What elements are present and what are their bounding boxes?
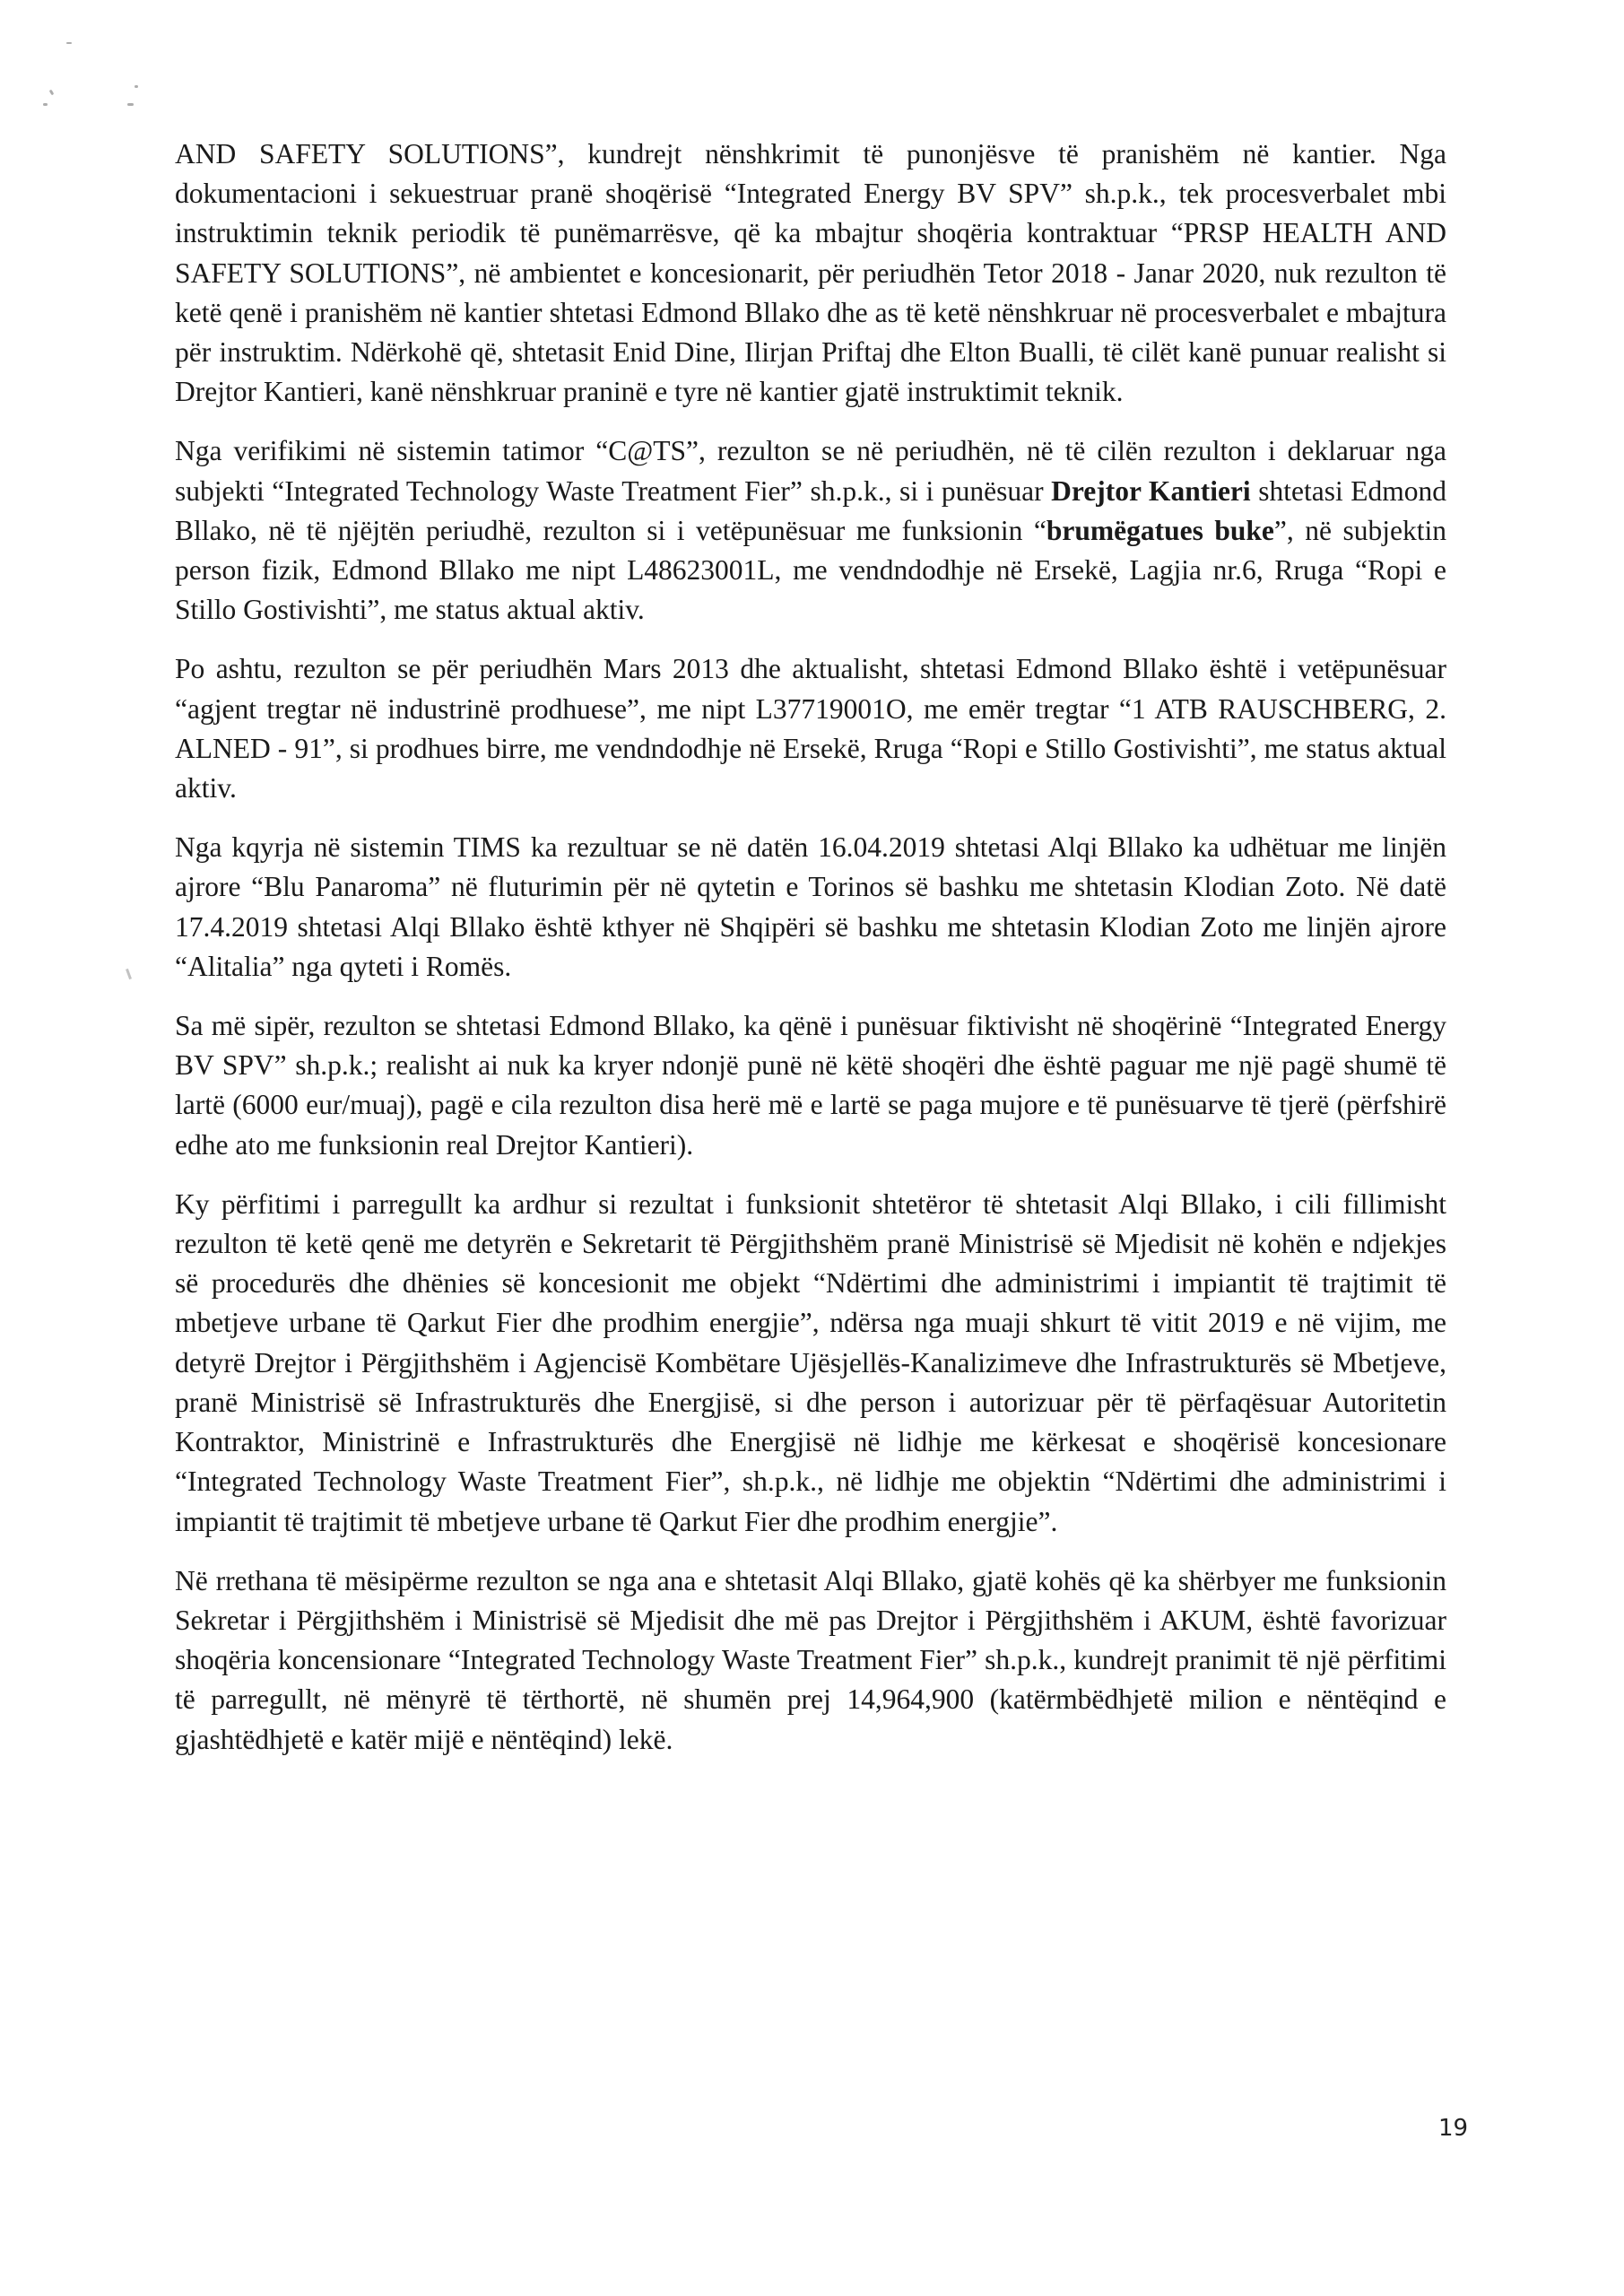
- paragraph: [175, 649, 1446, 808]
- text-segment: ”, në subjektin person fizik, Edmond Bllako me nipt L48623001L, me vendndodhje në Ersekë, Lagjia nr.6, Rruga “Ropi e Stillo Gostivishti”, me status aktual aktiv.: [175, 514, 1446, 626]
- paragraph: [175, 135, 1446, 412]
- scan-margin-mark: [126, 969, 132, 979]
- scan-speck: [49, 90, 55, 96]
- scan-speck: [127, 103, 134, 106]
- paragraph: [175, 431, 1446, 630]
- text-segment: Nga verifikimi në sistemin tatimor “C@TS”, rezulton se në periudhën, në të cilën rezulton i deklaruar nga subjekti “Integrated Technology Waste Treatment Fier” sh.p.k., si i punësuar: [175, 435, 1446, 507]
- paragraph: [175, 828, 1446, 987]
- paragraph: [175, 1561, 1446, 1760]
- document-body: [175, 135, 1446, 1779]
- paragraph: [175, 1006, 1446, 1165]
- scan-speck: [43, 103, 48, 106]
- scan-speck: [66, 42, 72, 44]
- scan-speck: [135, 85, 138, 88]
- text-segment: Po ashtu, rezulton se për periudhën Mars 2013 dhe aktualisht, shtetasi Edmond Bllako është i vetëpunësuar “agjent tregtar në industrinë prodhuese”, me nipt L37719001O, me emër tregtar “1 ATB RAUSCHBERG, 2. ALNED - 91”, si prodhues birre, me vendndodhje në Ersekë, Rruga “Ropi e Stillo Gostivishti”, me status aktual aktiv.: [175, 653, 1446, 804]
- bold-text: brumëgatues buke: [1046, 514, 1274, 546]
- text-segment: Nga kqyrja në sistemin TIMS ka rezultuar se në datën 16.04.2019 shtetasi Alqi Bllako ka udhëtuar me linjën ajrore “Blu Panaroma” në fluturimin për në qytetin e Torinos së bashku me shtetasin Klodian Zoto. Në datë 17.4.2019 shtetasi Alqi Bllako është kthyer në Shqipëri së bashku me shtetasin Klodian Zoto me linjën ajrore “Alitalia” nga qyteti i Romës.: [175, 831, 1446, 982]
- text-segment: shtetasi Edmond Bllako, në të njëjtën periudhë, rezulton si i vetëpunësuar me funksionin “: [175, 474, 1446, 546]
- text-segment: AND SAFETY SOLUTIONS”, kundrejt nënshkrimit të punonjësve të pranishëm në kantier. Nga dokumentacioni i sekuestruar pranë shoqërisë “Integrated Energy BV SPV” sh.p.k., tek procesverbalet mbi instruktimin teknik periodik të punëmarrësve, që ka mbajtur shoqëria kontraktuar “PRSP HEALTH AND SAFETY SOLUTIONS”, në ambientet e koncesionarit, për periudhën Tetor 2018 - Janar 2020, nuk rezulton të ketë qenë i pranishëm në kantier shtetasi Edmond Bllako dhe as të ketë nënshkruar në procesverbalet e mbajtura për instruktim. Ndërkohë që, shtetasit Enid Dine, Ilirjan Priftaj dhe Elton Bualli, të cilët kanë punuar realisht si Drejtor Kantieri, kanë nënshkruar praninë e tyre në kantier gjatë instruktimit teknik.: [175, 138, 1446, 408]
- paragraph: [175, 1185, 1446, 1542]
- text-segment: Në rrethana të mësipërme rezulton se nga ana e shtetasit Alqi Bllako, gjatë kohës që ka shërbyer me funksionin Sekretar i Përgjithshëm i Ministrisë së Mjedisit dhe më pas Drejtor i Përgjithshëm i AKUM, është favorizuar shoqëria koncensionare “Integrated Technology Waste Treatment Fier” sh.p.k., kundrejt pranimit të një përfitimi të parregullt, në mënyrë të tërthortë, në shumën prej 14,964,900 (katërmbëdhjetë milion e nëntëqind e gjashtëdhjetë e katër mijë e nëntëqind) lekë.: [175, 1564, 1446, 1755]
- text-segment: Sa më sipër, rezulton se shtetasi Edmond Bllako, ka qënë i punësuar fiktivisht në shoqërinë “Integrated Energy BV SPV” sh.p.k.; realisht ai nuk ka kryer ndonjë punë në këtë shoqëri dhe është paguar me një pagë shumë të lartë (6000 eur/muaj), pagë e cila rezulton disa herë më e lartë se paga mujore e të punësuarve të tjerë (përfshirë edhe ato me funksionin real Drejtor Kantieri).: [175, 1010, 1446, 1161]
- text-segment: Ky përfitimi i parregullt ka ardhur si rezultat i funksionit shtetëror të shtetasit Alqi Bllako, i cili fillimisht rezulton të ketë qenë me detyrën e Sekretarit të Përgjithshëm pranë Ministrisë së Mjedisit në kohën e ndjekjes së procedurës dhe dhënies së koncesionit me objekt “Ndërtimi dhe administrimi i impiantit të trajtimit të mbetjeve urbane të Qarkut Fier dhe prodhim energjie”, ndërsa nga muaji shkurt të vitit 2019 e në vijim, me detyrë Drejtor i Përgjithshëm i Agjencisë Kombëtare Ujësjellës-Kanalizimeve dhe Infrastrukturës së Mbetjeve, pranë Ministrisë së Infrastrukturës dhe Energjisë, si dhe person i autorizuar për të përfaqësuar Autoritetin Kontraktor, Ministrinë e Infrastrukturës dhe Energjisë në lidhje me kërkesat e shoqërisë koncesionare “Integrated Technology Waste Treatment Fier”, sh.p.k., në lidhje me objektin “Ndërtimi dhe administrimi i impiantit të trajtimit të mbetjeve urbane të Qarkut Fier dhe prodhim energjie”.: [175, 1187, 1446, 1537]
- bold-text: Drejtor Kantieri: [1051, 474, 1251, 507]
- page-number: 19: [1438, 2115, 1469, 2142]
